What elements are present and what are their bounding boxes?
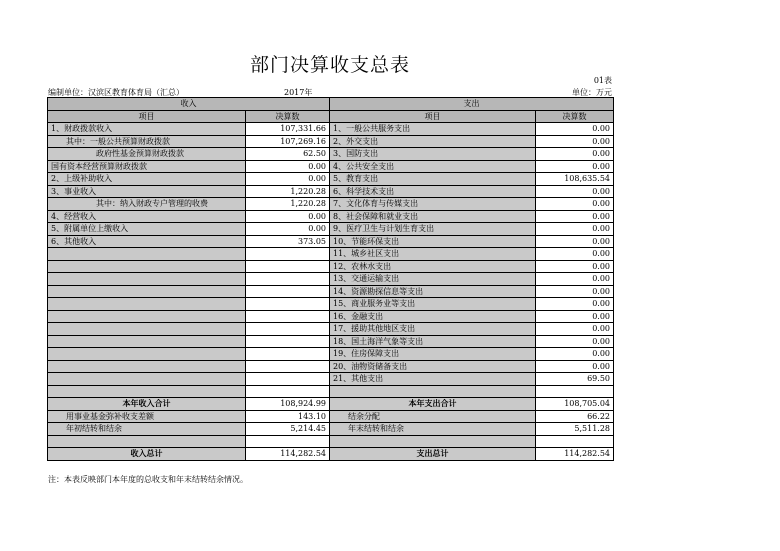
expense-item-cell: 21、其他支出 — [330, 373, 536, 386]
income-amount-cell: 107,269.16 — [246, 135, 330, 148]
income-amount-cell — [246, 323, 330, 336]
adjust-expense-label: 年末结转和结余 — [330, 423, 536, 436]
income-amount-cell: 0.00 — [246, 223, 330, 236]
income-item-cell — [48, 248, 246, 261]
income-amount-cell — [246, 298, 330, 311]
compiler-unit: 编制单位：汉滨区教育体育局（汇总） — [48, 88, 184, 97]
expense-amount-cell: 0.00 — [536, 210, 614, 223]
adjust-expense-label: 结余分配 — [330, 410, 536, 423]
income-item-cell — [48, 360, 246, 373]
spacer-cell — [246, 385, 330, 398]
income-total-label: 本年收入合计 — [48, 398, 246, 411]
table-row — [48, 223, 614, 236]
expense-item-cell: 15、商业服务业等支出 — [330, 298, 536, 311]
income-amount-cell: 373.05 — [246, 235, 330, 248]
income-item-cell — [48, 323, 246, 336]
adjust-income-label: 年初结转和结余 — [48, 423, 246, 436]
annual-total-row — [48, 398, 614, 411]
footnote: 注：本表反映部门本年度的总收支和年末结转结余情况。 — [48, 475, 248, 484]
income-item-cell: 其中：一般公共预算财政拨款 — [48, 135, 246, 148]
expense-amount-cell: 0.00 — [536, 348, 614, 361]
expense-item-cell: 14、资源勘探信息等支出 — [330, 285, 536, 298]
adjustment-row — [48, 410, 614, 423]
income-item-cell — [48, 310, 246, 323]
income-item-cell: 1、财政拨款收入 — [48, 123, 246, 136]
table-row — [48, 298, 614, 311]
table-row — [48, 348, 614, 361]
expense-item-header: 项目 — [330, 110, 536, 123]
adjust-income-label: 用事业基金弥补收支差额 — [48, 410, 246, 423]
income-amount-cell: 62.50 — [246, 148, 330, 161]
expense-amount-cell: 0.00 — [536, 198, 614, 211]
income-amount-cell — [246, 348, 330, 361]
income-grand-value: 114,282.54 — [246, 448, 330, 461]
expense-item-cell: 5、教育支出 — [330, 173, 536, 186]
expense-amount-cell: 0.00 — [536, 235, 614, 248]
income-item-cell: 2、上级补助收入 — [48, 173, 246, 186]
income-section-header: 收入 — [48, 98, 330, 111]
spacer-cell — [330, 435, 536, 448]
table-row — [48, 123, 614, 136]
expense-item-cell: 13、交通运输支出 — [330, 273, 536, 286]
expense-item-cell: 7、文化体育与传媒支出 — [330, 198, 536, 211]
expense-total-value: 108,705.04 — [536, 398, 614, 411]
income-item-cell: 政府性基金预算财政拨款 — [48, 148, 246, 161]
table-row — [48, 210, 614, 223]
income-item-cell — [48, 335, 246, 348]
income-item-cell: 5、附属单位上缴收入 — [48, 223, 246, 236]
expense-item-cell: 6、科学技术支出 — [330, 185, 536, 198]
adjust-income-value: 5,214.45 — [246, 423, 330, 436]
spacer-cell — [48, 385, 246, 398]
report-year: 2017年 — [284, 88, 313, 97]
expense-amount-cell: 0.00 — [536, 160, 614, 173]
income-item-cell — [48, 260, 246, 273]
report-meta — [48, 87, 612, 97]
spacer-row — [48, 385, 614, 398]
table-row — [48, 135, 614, 148]
adjust-income-value: 143.10 — [246, 410, 330, 423]
table-row — [48, 273, 614, 286]
income-item-cell: 3、事业收入 — [48, 185, 246, 198]
income-grand-label: 收入总计 — [48, 448, 246, 461]
table-row — [48, 185, 614, 198]
spacer-cell — [246, 435, 330, 448]
income-amount-header: 决算数 — [246, 110, 330, 123]
expense-amount-cell: 0.00 — [536, 148, 614, 161]
expense-amount-cell: 0.00 — [536, 360, 614, 373]
expense-item-cell: 4、公共安全支出 — [330, 160, 536, 173]
income-item-cell: 国有资本经营预算财政拨款 — [48, 160, 246, 173]
expense-section-header: 支出 — [330, 98, 614, 111]
expense-amount-cell: 0.00 — [536, 323, 614, 336]
expense-item-cell: 11、城乡社区支出 — [330, 248, 536, 261]
spacer-cell — [48, 435, 246, 448]
income-expense-table — [47, 97, 614, 461]
expense-item-cell: 16、金融支出 — [330, 310, 536, 323]
table-row — [48, 323, 614, 336]
table-row — [48, 335, 614, 348]
form-number: 01表 — [593, 76, 612, 85]
income-item-cell: 其中：纳入财政专户管理的收费 — [48, 198, 246, 211]
table-row — [48, 285, 614, 298]
income-amount-cell — [246, 273, 330, 286]
expense-amount-cell: 0.00 — [536, 185, 614, 198]
spacer-cell — [536, 385, 614, 398]
income-item-header: 项目 — [48, 110, 246, 123]
expense-amount-cell: 69.50 — [536, 373, 614, 386]
income-amount-cell — [246, 310, 330, 323]
expense-item-cell: 2、外交支出 — [330, 135, 536, 148]
expense-amount-cell: 0.00 — [536, 310, 614, 323]
expense-amount-cell: 0.00 — [536, 285, 614, 298]
income-amount-cell — [246, 373, 330, 386]
income-amount-cell — [246, 248, 330, 261]
income-amount-cell: 0.00 — [246, 160, 330, 173]
adjust-expense-value: 5,511.28 — [536, 423, 614, 436]
expense-amount-cell: 0.00 — [536, 335, 614, 348]
expense-amount-cell: 0.00 — [536, 260, 614, 273]
expense-item-cell: 17、援助其他地区支出 — [330, 323, 536, 336]
expense-item-cell: 10、节能环保支出 — [330, 235, 536, 248]
expense-item-cell: 12、农林水支出 — [330, 260, 536, 273]
grand-total-row — [48, 448, 614, 461]
income-item-cell — [48, 273, 246, 286]
expense-amount-cell: 0.00 — [536, 123, 614, 136]
expense-item-cell: 18、国土海洋气象等支出 — [330, 335, 536, 348]
income-amount-cell — [246, 285, 330, 298]
income-amount-cell: 107,331.66 — [246, 123, 330, 136]
table-row — [48, 173, 614, 186]
expense-item-cell: 9、医疗卫生与计划生育支出 — [330, 223, 536, 236]
income-amount-cell — [246, 335, 330, 348]
expense-amount-header: 决算数 — [536, 110, 614, 123]
income-item-cell — [48, 298, 246, 311]
table-row — [48, 235, 614, 248]
table-row — [48, 310, 614, 323]
income-item-cell: 4、经营收入 — [48, 210, 246, 223]
expense-total-label: 本年支出合计 — [330, 398, 536, 411]
column-header-row — [48, 110, 614, 123]
income-amount-cell: 0.00 — [246, 210, 330, 223]
expense-amount-cell: 0.00 — [536, 273, 614, 286]
income-amount-cell: 0.00 — [246, 173, 330, 186]
expense-amount-cell: 0.00 — [536, 223, 614, 236]
income-item-cell — [48, 348, 246, 361]
expense-item-cell: 8、社会保障和就业支出 — [330, 210, 536, 223]
table-row — [48, 260, 614, 273]
table-row — [48, 148, 614, 161]
expense-grand-value: 114,282.54 — [536, 448, 614, 461]
currency-unit: 单位：万元 — [572, 88, 612, 97]
expense-grand-label: 支出总计 — [330, 448, 536, 461]
expense-amount-cell: 108,635.54 — [536, 173, 614, 186]
income-amount-cell — [246, 260, 330, 273]
table-row — [48, 160, 614, 173]
expense-amount-cell: 0.00 — [536, 248, 614, 261]
adjust-expense-value: 66.22 — [536, 410, 614, 423]
income-item-cell: 6、其他收入 — [48, 235, 246, 248]
expense-item-cell: 1、一般公共服务支出 — [330, 123, 536, 136]
income-item-cell — [48, 373, 246, 386]
table-row — [48, 198, 614, 211]
expense-amount-cell: 0.00 — [536, 135, 614, 148]
income-item-cell — [48, 285, 246, 298]
income-amount-cell: 1,220.28 — [246, 198, 330, 211]
table-row — [48, 360, 614, 373]
income-amount-cell — [246, 360, 330, 373]
report-title: 部门决算收支总表 — [249, 54, 410, 76]
spacer-row — [48, 435, 614, 448]
table-row — [48, 373, 614, 386]
expense-item-cell: 20、油物资储备支出 — [330, 360, 536, 373]
table-row — [48, 248, 614, 261]
spacer-cell — [536, 435, 614, 448]
income-total-value: 108,924.99 — [246, 398, 330, 411]
expense-item-cell: 19、住房保障支出 — [330, 348, 536, 361]
adjustment-row — [48, 423, 614, 436]
expense-item-cell: 3、国防支出 — [330, 148, 536, 161]
section-header-row — [48, 98, 614, 111]
spacer-cell — [330, 385, 536, 398]
expense-amount-cell: 0.00 — [536, 298, 614, 311]
income-amount-cell: 1,220.28 — [246, 185, 330, 198]
